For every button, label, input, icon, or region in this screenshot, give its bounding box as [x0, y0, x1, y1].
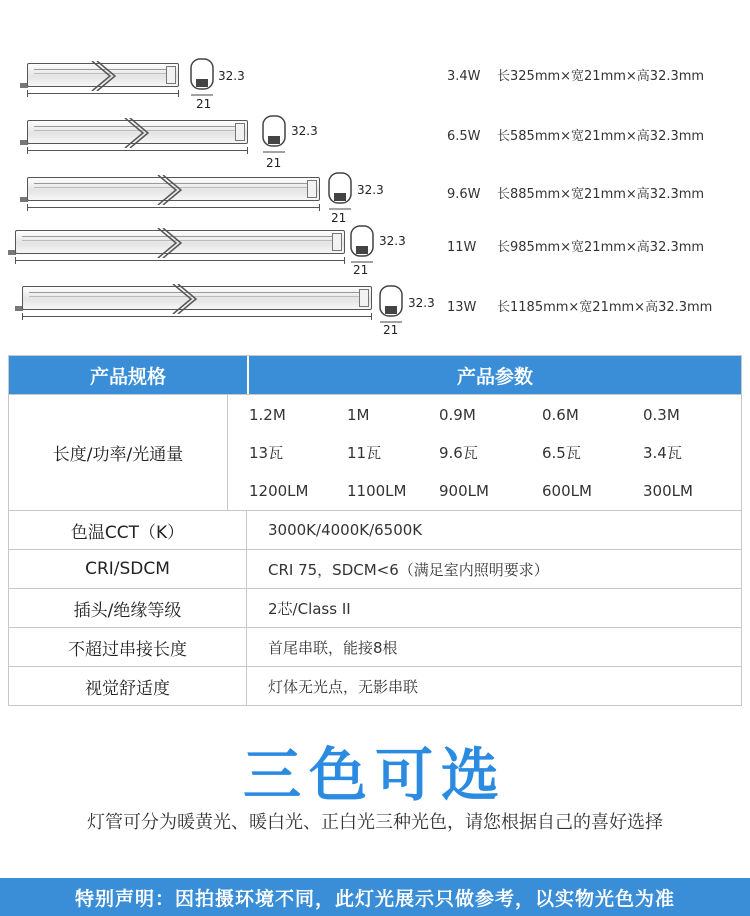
wattage: 13W: [447, 300, 477, 315]
product-drawing-3-4w: [0, 55, 750, 113]
wattage: 11W: [447, 240, 477, 255]
wattage: 6.5W: [447, 129, 481, 144]
dimensions: 长585mm×宽21mm×高32.3mm: [497, 129, 705, 144]
table-row: [9, 588, 741, 627]
table-header: [9, 356, 741, 394]
product-drawings: [0, 0, 750, 350]
lengths-row: [249, 396, 741, 434]
spec-line: [447, 65, 704, 84]
header-spec: 产品规格: [9, 356, 249, 394]
power-value: 9.6瓦: [439, 444, 478, 462]
power-value: 13瓦: [249, 444, 284, 462]
powers-row: [249, 434, 741, 472]
height-dimension: 32.3: [357, 183, 384, 197]
product-drawing-9-6w: [0, 169, 750, 227]
row-value: 2芯/Class II: [268, 599, 351, 618]
row-value: 3000K/4000K/6500K: [268, 521, 423, 539]
lumen-value: 1200LM: [249, 481, 309, 500]
disclaimer-bar: 特别声明：因拍摄环境不同，此灯光展示只做参考，以实物光色为准: [0, 878, 750, 916]
table-row: [9, 549, 741, 588]
dimensions: 长885mm×宽21mm×高32.3mm: [497, 187, 705, 202]
table-row: [9, 666, 741, 705]
length-value: 1.2M: [249, 405, 286, 424]
table-row: [9, 510, 741, 549]
width-dimension: 21: [266, 156, 282, 170]
profile-section-icon: [377, 284, 405, 324]
wattage: 9.6W: [447, 187, 481, 202]
length-value: 0.6M: [542, 405, 579, 424]
width-dimension: 21: [196, 97, 212, 111]
row-value: 首尾串联，能接8根: [268, 638, 398, 657]
dimensions: 长325mm×宽21mm×高32.3mm: [497, 69, 705, 84]
height-dimension: 32.3: [291, 124, 318, 138]
product-drawing-13w: [0, 278, 750, 336]
spec-table: [8, 355, 742, 706]
row-value: CRI 75，SDCM<6（满足室内照明要求）: [268, 560, 549, 579]
power-value: 11瓦: [347, 444, 382, 462]
spec-line: [447, 296, 712, 315]
power-value: 3.4瓦: [643, 444, 682, 462]
table-row-length-power-lumen: [9, 394, 741, 510]
profile-section-icon: [188, 57, 216, 97]
width-dimension: 21: [383, 323, 399, 337]
row-label: 视觉舒适度: [9, 667, 247, 705]
lumen-value: 300LM: [643, 481, 693, 500]
width-dimension: 21: [331, 211, 347, 225]
length-value: 0.3M: [643, 405, 680, 424]
tube-body: [22, 286, 372, 310]
power-value: 6.5瓦: [542, 444, 581, 462]
profile-section-icon: [260, 114, 288, 154]
row-label: 不超过串接长度: [9, 628, 247, 666]
spec-line: [447, 236, 704, 255]
length-value: 1M: [347, 405, 370, 424]
subline: 灯管可分为暖黄光、暖白光、正白光三种光色，请您根据自己的喜好选择: [87, 812, 663, 833]
profile-section-icon: [326, 171, 354, 211]
tube-body: [27, 63, 179, 87]
header-params: 产品参数: [456, 365, 533, 388]
length-value: 0.9M: [439, 405, 476, 424]
row-label: 长度/功率/光通量: [9, 395, 228, 510]
lumen-value: 600LM: [542, 481, 592, 500]
dimensions: 长985mm×宽21mm×高32.3mm: [497, 240, 705, 255]
tube-body: [27, 177, 320, 201]
profile-section-icon: [348, 224, 376, 264]
table-row: [9, 627, 741, 666]
spec-line: [447, 125, 704, 144]
dimensions: 长1185mm×宽21mm×高32.3mm: [497, 300, 713, 315]
product-drawing-11w: [0, 222, 750, 280]
lumens-row: [249, 472, 741, 510]
tube-body: [27, 120, 248, 144]
height-dimension: 32.3: [379, 234, 406, 248]
row-value: 灯体无光点，无影串联: [268, 677, 419, 696]
headline: 三色可选: [242, 741, 507, 809]
row-label: CRI/SDCM: [9, 550, 247, 588]
row-label: 插头/绝缘等级: [9, 589, 247, 627]
width-dimension: 21: [353, 263, 369, 277]
tube-body: [15, 230, 345, 254]
height-dimension: 32.3: [408, 296, 435, 310]
product-drawing-6-5w: [0, 112, 750, 170]
row-label: 色温CCT（K）: [9, 511, 247, 549]
height-dimension: 32.3: [218, 69, 245, 83]
spec-line: [447, 183, 704, 202]
lumen-value: 1100LM: [347, 481, 407, 500]
lumen-value: 900LM: [439, 481, 489, 500]
wattage: 3.4W: [447, 69, 481, 84]
